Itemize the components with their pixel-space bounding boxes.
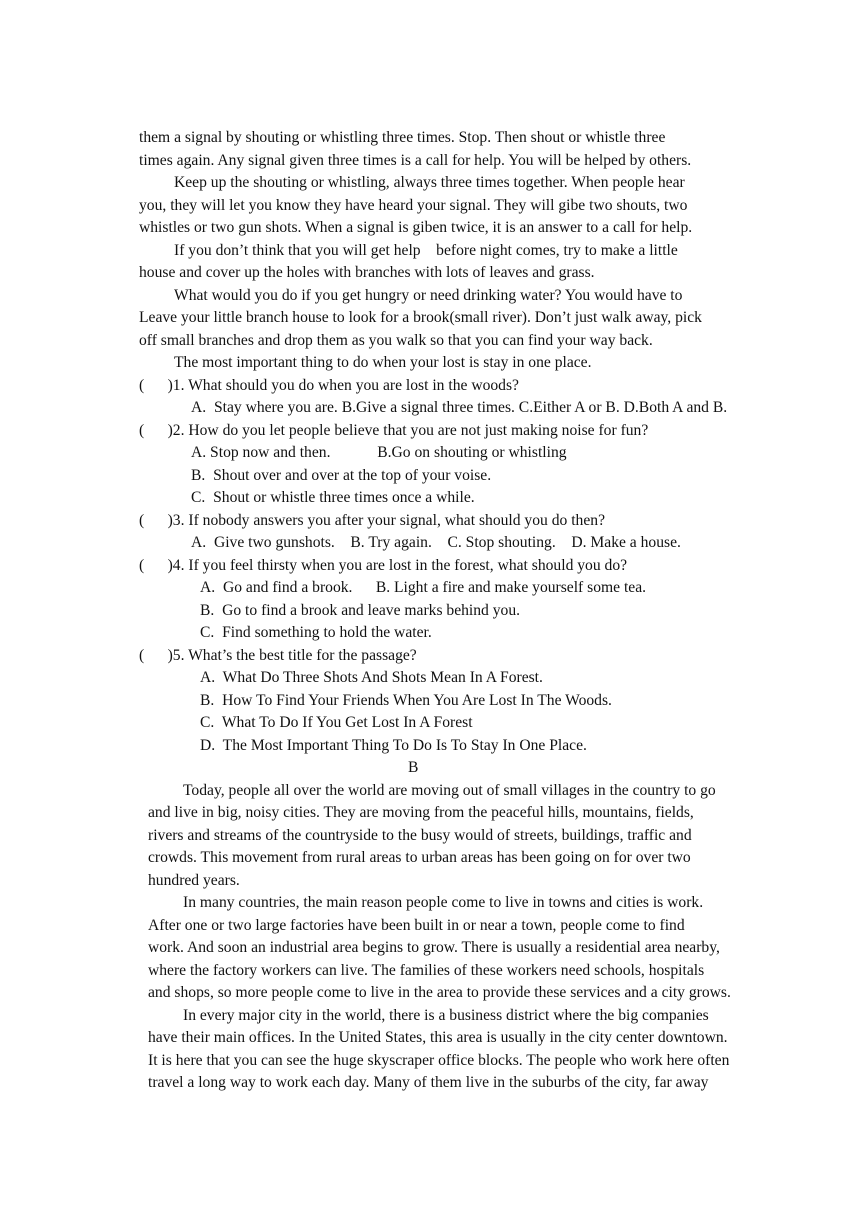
question-3-stem: ( )3. If nobody answers you after your signal, what should you do then? — [139, 512, 605, 529]
text-line: have their main offices. In the United States, this area is usually in the city center downtown. — [148, 1029, 728, 1046]
text-line: work. And soon an industrial area begins to grow. There is usually a residential area nearby, — [148, 939, 720, 956]
question-1-stem: ( )1. What should you do when you are lost in the woods? — [139, 377, 519, 394]
text-line: The most important thing to do when your lost is stay in one place. — [174, 354, 592, 371]
text-line: whistles or two gun shots. When a signal is giben twice, it is an answer to a call for help. — [139, 219, 693, 236]
question-2-option: A. Stop now and then. B.Go on shouting or whistling — [191, 444, 567, 461]
question-4-option: A. Go and find a brook. B. Light a fire and make yourself some tea. — [200, 579, 647, 596]
question-4-option: C. Find something to hold the water. — [200, 624, 432, 641]
text-line: Keep up the shouting or whistling, always three times together. When people hear — [174, 174, 685, 191]
question-4-option: B. Go to find a brook and leave marks behind you. — [200, 602, 521, 619]
text-line: rivers and streams of the countryside to the busy would of streets, buildings, traffic and — [148, 827, 692, 844]
text-line: What would you do if you get hungry or need drinking water? You would have to — [174, 287, 683, 304]
question-3-options: A. Give two gunshots. B. Try again. C. Stop shouting. D. Make a house. — [191, 534, 681, 551]
section-heading: B — [408, 759, 419, 776]
question-5-option: B. How To Find Your Friends When You Are Lost In The Woods. — [200, 692, 612, 709]
text-line: house and cover up the holes with branches with lots of leaves and grass. — [139, 264, 595, 281]
text-line: them a signal by shouting or whistling three times. Stop. Then shout or whistle three — [139, 129, 666, 146]
question-2-option: C. Shout or whistle three times once a while. — [191, 489, 475, 506]
text-line: Today, people all over the world are moving out of small villages in the country to go — [183, 782, 716, 799]
question-5-option: D. The Most Important Thing To Do Is To Stay In One Place. — [200, 737, 587, 754]
text-line: After one or two large factories have been built in or near a town, people come to find — [148, 917, 685, 934]
text-line: where the factory workers can live. The families of these workers need schools, hospitals — [148, 962, 705, 979]
text-line: In many countries, the main reason people come to live in towns and cities is work. — [183, 894, 704, 911]
text-line: In every major city in the world, there is a business district where the big companies — [183, 1007, 709, 1024]
text-line: off small branches and drop them as you walk so that you can find your way back. — [139, 332, 653, 349]
question-4-stem: ( )4. If you feel thirsty when you are lost in the forest, what should you do? — [139, 557, 628, 574]
text-line: hundred years. — [148, 872, 240, 889]
text-line: times again. Any signal given three times is a call for help. You will be helped by others. — [139, 152, 692, 169]
question-2-option: B. Shout over and over at the top of your voise. — [191, 467, 492, 484]
text-line: crowds. This movement from rural areas to urban areas has been going on for over two — [148, 849, 691, 866]
text-line: and live in big, noisy cities. They are moving from the peaceful hills, mountains, fields, — [148, 804, 694, 821]
text-line: It is here that you can see the huge skyscraper office blocks. The people who work here often — [148, 1052, 730, 1069]
text-line: If you don’t think that you will get help before night comes, try to make a little — [174, 242, 678, 259]
text-line: you, they will let you know they have heard your signal. They will gibe two shouts, two — [139, 197, 688, 214]
text-line: Leave your little branch house to look for a brook(small river). Don’t just walk away, pick — [139, 309, 702, 326]
question-1-options: A. Stay where you are. B.Give a signal three times. C.Either A or B. D.Both A and B. — [191, 399, 728, 416]
text-line: travel a long way to work each day. Many of them live in the suburbs of the city, far away — [148, 1074, 709, 1091]
text-line: and shops, so more people come to live in the area to provide these services and a city grows. — [148, 984, 731, 1001]
question-5-stem: ( )5. What’s the best title for the passage? — [139, 647, 417, 664]
question-5-option: A. What Do Three Shots And Shots Mean In A Forest. — [200, 669, 543, 686]
question-5-option: C. What To Do If You Get Lost In A Forest — [200, 714, 473, 731]
question-2-stem: ( )2. How do you let people believe that you are not just making noise for fun? — [139, 422, 649, 439]
